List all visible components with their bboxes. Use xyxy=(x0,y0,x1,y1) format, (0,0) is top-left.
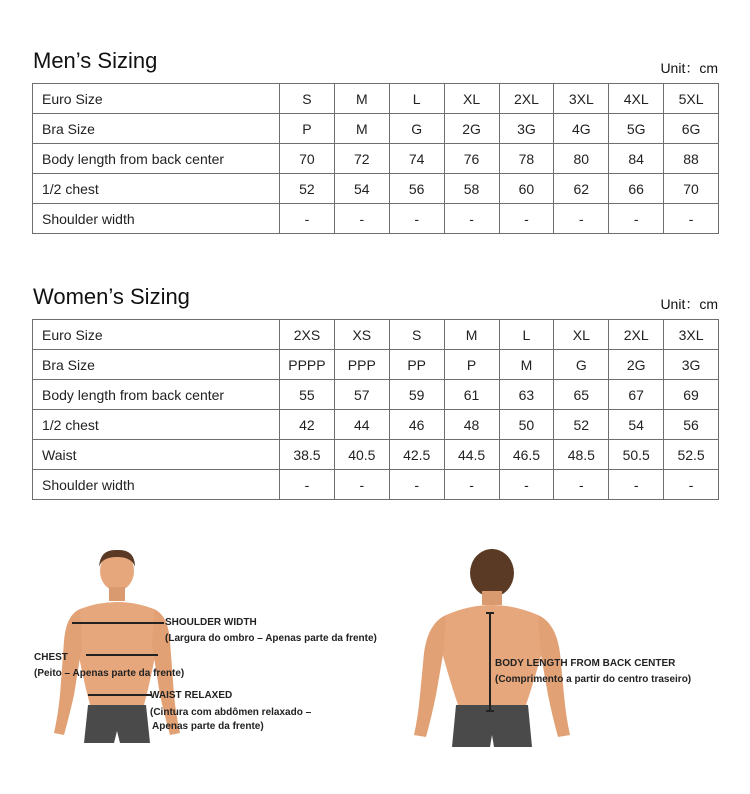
table-cell: P xyxy=(280,114,335,144)
table-cell: 72 xyxy=(334,144,389,174)
table-cell: G xyxy=(554,350,609,380)
table-cell: - xyxy=(609,204,664,234)
table-cell: XS xyxy=(334,320,389,350)
table-cell: 48 xyxy=(444,410,499,440)
table-cell: S xyxy=(389,320,444,350)
table-row xyxy=(33,350,719,380)
table-cell: 52.5 xyxy=(664,440,719,470)
table-row xyxy=(33,380,719,410)
table-cell: - xyxy=(664,470,719,500)
table-cell: - xyxy=(499,470,554,500)
table-cell: 44 xyxy=(334,410,389,440)
table-cell: - xyxy=(499,204,554,234)
table-cell: 52 xyxy=(554,410,609,440)
table-cell: - xyxy=(609,470,664,500)
table-cell: 84 xyxy=(609,144,664,174)
table-row xyxy=(33,410,719,440)
table-cell: 2XS xyxy=(280,320,335,350)
women-size-table xyxy=(32,319,719,500)
table-cell: L xyxy=(499,320,554,350)
table-cell: 50.5 xyxy=(609,440,664,470)
table-cell: 42.5 xyxy=(389,440,444,470)
back-body-figure xyxy=(410,545,580,750)
table-cell: 6G xyxy=(664,114,719,144)
table-cell: 4XL xyxy=(609,84,664,114)
row-label: Body length from back center xyxy=(33,144,280,174)
waist-label: WAIST RELAXED xyxy=(150,690,233,701)
men-unit-label: Unit：cm xyxy=(660,60,718,76)
row-label: Shoulder width xyxy=(33,204,280,234)
chest-label: CHEST xyxy=(34,652,68,663)
table-cell: M xyxy=(499,350,554,380)
table-cell: 2XL xyxy=(499,84,554,114)
table-cell: 38.5 xyxy=(280,440,335,470)
table-cell: 50 xyxy=(499,410,554,440)
table-cell: M xyxy=(334,84,389,114)
table-cell: PP xyxy=(389,350,444,380)
table-cell: M xyxy=(444,320,499,350)
table-cell: 70 xyxy=(280,144,335,174)
row-label: Bra Size xyxy=(33,350,280,380)
row-label: Euro Size xyxy=(33,84,280,114)
table-cell: XL xyxy=(554,320,609,350)
table-cell: 3XL xyxy=(554,84,609,114)
table-row xyxy=(33,114,719,144)
table-cell: M xyxy=(334,114,389,144)
chest-sub: (Peito – Apenas parte da frente) xyxy=(34,668,185,679)
table-cell: 48.5 xyxy=(554,440,609,470)
back-length-label: BODY LENGTH FROM BACK CENTER xyxy=(495,658,676,669)
shoulder-width-sub: (Largura do ombro – Apenas parte da frente) xyxy=(165,633,377,644)
table-cell: 58 xyxy=(444,174,499,204)
table-row xyxy=(33,470,719,500)
table-cell: 76 xyxy=(444,144,499,174)
table-cell: - xyxy=(280,470,335,500)
table-cell: 56 xyxy=(389,174,444,204)
table-cell: 65 xyxy=(554,380,609,410)
table-cell: - xyxy=(554,204,609,234)
row-label: Shoulder width xyxy=(33,470,280,500)
table-cell: 78 xyxy=(499,144,554,174)
table-cell: 46 xyxy=(389,410,444,440)
table-cell: PPP xyxy=(334,350,389,380)
table-cell: 59 xyxy=(389,380,444,410)
women-sizing-title: Women’s Sizing xyxy=(33,284,190,309)
table-cell: - xyxy=(554,470,609,500)
front-body-figure xyxy=(40,545,210,750)
table-cell: 42 xyxy=(280,410,335,440)
table-cell: 61 xyxy=(444,380,499,410)
table-cell: 56 xyxy=(664,410,719,440)
table-cell: - xyxy=(334,470,389,500)
table-cell: PPPP xyxy=(280,350,335,380)
table-cell: 2XL xyxy=(609,320,664,350)
waist-sub-1: (Cintura com abdômen relaxado – xyxy=(150,707,312,718)
table-row xyxy=(33,84,719,114)
table-row xyxy=(33,440,719,470)
table-cell: 62 xyxy=(554,174,609,204)
row-label: Euro Size xyxy=(33,320,280,350)
table-cell: 60 xyxy=(499,174,554,204)
men-sizing-title: Men’s Sizing xyxy=(33,48,158,73)
table-cell: G xyxy=(389,114,444,144)
men-size-table xyxy=(32,83,719,234)
table-cell: 70 xyxy=(664,174,719,204)
table-cell: 55 xyxy=(280,380,335,410)
table-cell: 3XL xyxy=(664,320,719,350)
table-cell: 54 xyxy=(334,174,389,204)
table-cell: 3G xyxy=(499,114,554,144)
women-unit-label: Unit：cm xyxy=(660,296,718,312)
row-label: Waist xyxy=(33,440,280,470)
table-cell: 88 xyxy=(664,144,719,174)
table-row xyxy=(33,204,719,234)
table-cell: 46.5 xyxy=(499,440,554,470)
table-cell: - xyxy=(389,470,444,500)
table-cell: - xyxy=(444,204,499,234)
table-cell: 69 xyxy=(664,380,719,410)
table-cell: 4G xyxy=(554,114,609,144)
table-cell: - xyxy=(389,204,444,234)
back-length-sub: (Comprimento a partir do centro traseiro) xyxy=(495,674,692,685)
table-cell: XL xyxy=(444,84,499,114)
shoulder-width-label: SHOULDER WIDTH xyxy=(165,617,257,628)
row-label: 1/2 chest xyxy=(33,410,280,440)
row-label: 1/2 chest xyxy=(33,174,280,204)
table-cell: 40.5 xyxy=(334,440,389,470)
table-cell: S xyxy=(280,84,335,114)
table-cell: 3G xyxy=(664,350,719,380)
table-cell: 66 xyxy=(609,174,664,204)
table-cell: 74 xyxy=(389,144,444,174)
table-cell: 57 xyxy=(334,380,389,410)
row-label: Bra Size xyxy=(33,114,280,144)
row-label: Body length from back center xyxy=(33,380,280,410)
table-cell: 67 xyxy=(609,380,664,410)
table-cell: 5XL xyxy=(664,84,719,114)
table-cell: 63 xyxy=(499,380,554,410)
table-cell: 2G xyxy=(609,350,664,380)
table-cell: P xyxy=(444,350,499,380)
table-cell: - xyxy=(334,204,389,234)
table-cell: 44.5 xyxy=(444,440,499,470)
table-cell: - xyxy=(444,470,499,500)
table-cell: 54 xyxy=(609,410,664,440)
table-cell: 52 xyxy=(280,174,335,204)
table-row xyxy=(33,320,719,350)
table-row xyxy=(33,174,719,204)
table-cell: - xyxy=(280,204,335,234)
waist-sub-2: Apenas parte da frente) xyxy=(152,721,264,732)
table-cell: 5G xyxy=(609,114,664,144)
table-cell: - xyxy=(664,204,719,234)
table-cell: 2G xyxy=(444,114,499,144)
table-cell: 80 xyxy=(554,144,609,174)
table-cell: L xyxy=(389,84,444,114)
table-row xyxy=(33,144,719,174)
